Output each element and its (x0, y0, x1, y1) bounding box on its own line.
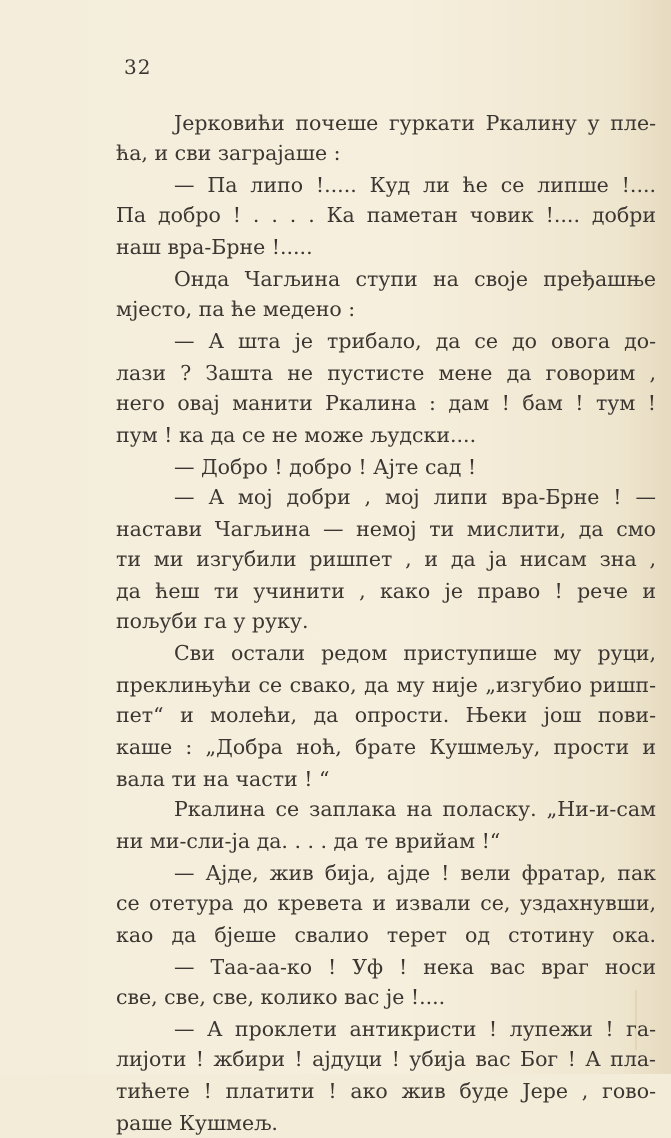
text-line: као да бјеше свалио терет од стотину ока. (116, 923, 656, 947)
text-line: — Па липо !..... Куд ли ће се липше !.... (174, 173, 656, 197)
text-line: — Добро ! добро ! Ајте сад ! (174, 455, 477, 479)
text-line: тићете ! платити ! ако жив буде Јере , гово- (116, 1079, 656, 1103)
text-line: ни ми-сли-ја да. . . . да те врийам !“ (116, 829, 501, 853)
text-line: каше : „Добра ноћ, брате Кушмељу, прости и (116, 735, 656, 759)
text-line: настави Чагљина — немој ти мислити, да смо (116, 517, 656, 541)
page-number: 32 (124, 55, 152, 79)
text-line: ћа, и сви заграјаше : (116, 141, 341, 165)
text-line: наш вра-Брне !..... (116, 235, 313, 259)
text-line: Јерковићи почеше гуркати Ркалину у пле- (174, 111, 656, 135)
text-line: раше Кушмељ. (116, 1111, 278, 1135)
text-line: Ркалина се заплака на поласку. „Ни-и-сам (174, 797, 656, 821)
text-line: — А шта је трибало, да се до овога до- (174, 329, 656, 353)
text-line: вала ти на части ! “ (116, 767, 330, 791)
text-line: преклињући се свако, да му није „изгубио ришп- (116, 673, 656, 697)
text-line: пољуби га у руку. (116, 609, 309, 633)
text-line: Па добро ! . . . . Ка паметан човик !.... добри (116, 203, 656, 227)
text-line: пет“ и молећи, да опрости. Њеки још пови- (116, 703, 656, 727)
text-line: све, све, све, колико вас је !.... (116, 985, 446, 1009)
text-line: лази ? Зашта не пустисте мене да говорим , (116, 361, 656, 385)
text-line: него овај манити Ркалина : дам ! бам ! тум ! (116, 391, 656, 415)
text-line: — Таа-аа-ко ! Уф ! нека вас враг носи (174, 955, 656, 979)
text-line: пум ! ка да се не може људски.... (116, 423, 477, 447)
text-line: Онда Чагљина ступи на своје пређашње (174, 267, 656, 291)
text-line: се отетура до кревета и извали се, уздахнувши, (116, 891, 656, 915)
text-line: Сви остали редом приступише му руци, (174, 641, 656, 665)
text-line: лијоти ! жбири ! ајдуци ! убија вас Бог ! А пла- (116, 1047, 656, 1071)
text-line: мјесто, па ће медено : (116, 297, 356, 321)
text-line: — А мој добри , мој липи вра-Брне ! — (174, 485, 656, 509)
text-line: ти ми изгубили ришпет , и да ја нисам зна , (116, 547, 656, 571)
text-line: да ћеш ти учинити , како је право ! рече и (116, 579, 656, 603)
text-line: — А проклети антикристи ! лупежи ! га- (174, 1017, 656, 1041)
text-line: — Ајде, жив бија, ајде ! вели фратар, пак (174, 861, 656, 885)
